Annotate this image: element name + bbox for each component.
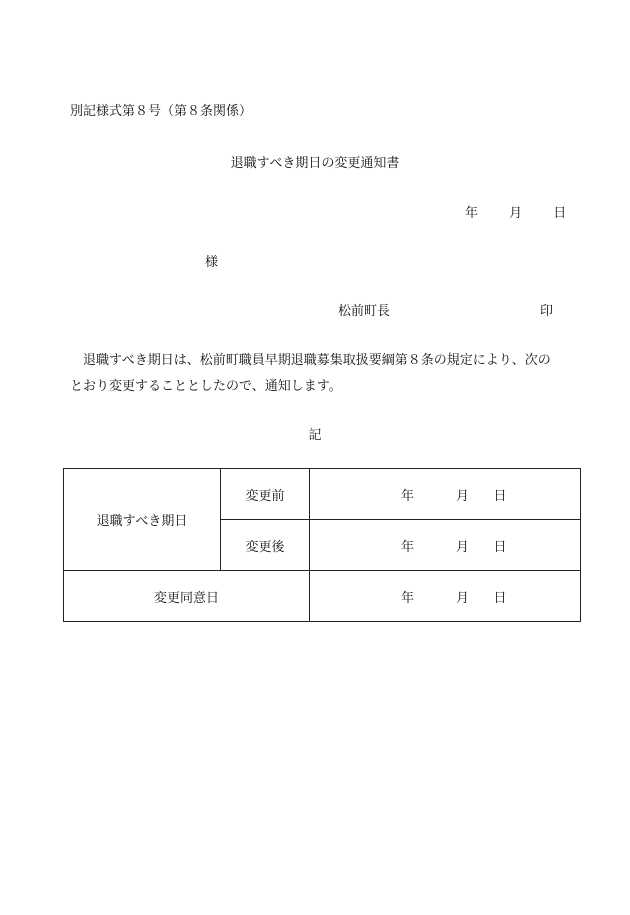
issue-date — [465, 202, 566, 221]
day-label: 日 — [493, 539, 507, 555]
table-row-consent — [64, 571, 581, 622]
addressee-suffix: 様 — [205, 255, 219, 270]
form-number: 別記様式第８号（第８条関係） — [70, 104, 253, 119]
consent-date-label: 変更同意日 — [64, 571, 310, 622]
body-line-2: とおり変更することとしたので、通知します。 — [70, 379, 342, 394]
date-month-label: 月 — [509, 206, 523, 221]
month-label: 月 — [455, 488, 469, 504]
consent-date — [310, 571, 581, 622]
retirement-date-label: 退職すべき期日 — [64, 469, 221, 571]
date-day-label: 日 — [553, 206, 567, 221]
document-title: 退職すべき期日の変更通知書 — [230, 156, 400, 171]
table-row-before — [64, 469, 581, 520]
after-change-date — [310, 520, 581, 571]
date-year-label: 年 — [465, 206, 479, 221]
year-label: 年 — [400, 590, 414, 606]
issuer-name: 松前町長 — [338, 304, 391, 319]
before-change-label: 変更前 — [221, 469, 310, 520]
day-label: 日 — [493, 590, 507, 606]
month-label: 月 — [455, 539, 469, 555]
ki-heading: 記 — [308, 428, 322, 443]
date-change-table — [63, 468, 581, 622]
body-line-1: 退職すべき期日は、松前町職員早期退職募集取扱要綱第８条の規定により、次の — [70, 353, 551, 368]
seal-mark: 印 — [540, 304, 554, 319]
day-label: 日 — [493, 488, 507, 504]
year-label: 年 — [400, 488, 414, 504]
after-change-label: 変更後 — [221, 520, 310, 571]
before-change-date — [310, 469, 581, 520]
body-paragraph — [70, 348, 570, 400]
month-label: 月 — [455, 590, 469, 606]
year-label: 年 — [400, 539, 414, 555]
